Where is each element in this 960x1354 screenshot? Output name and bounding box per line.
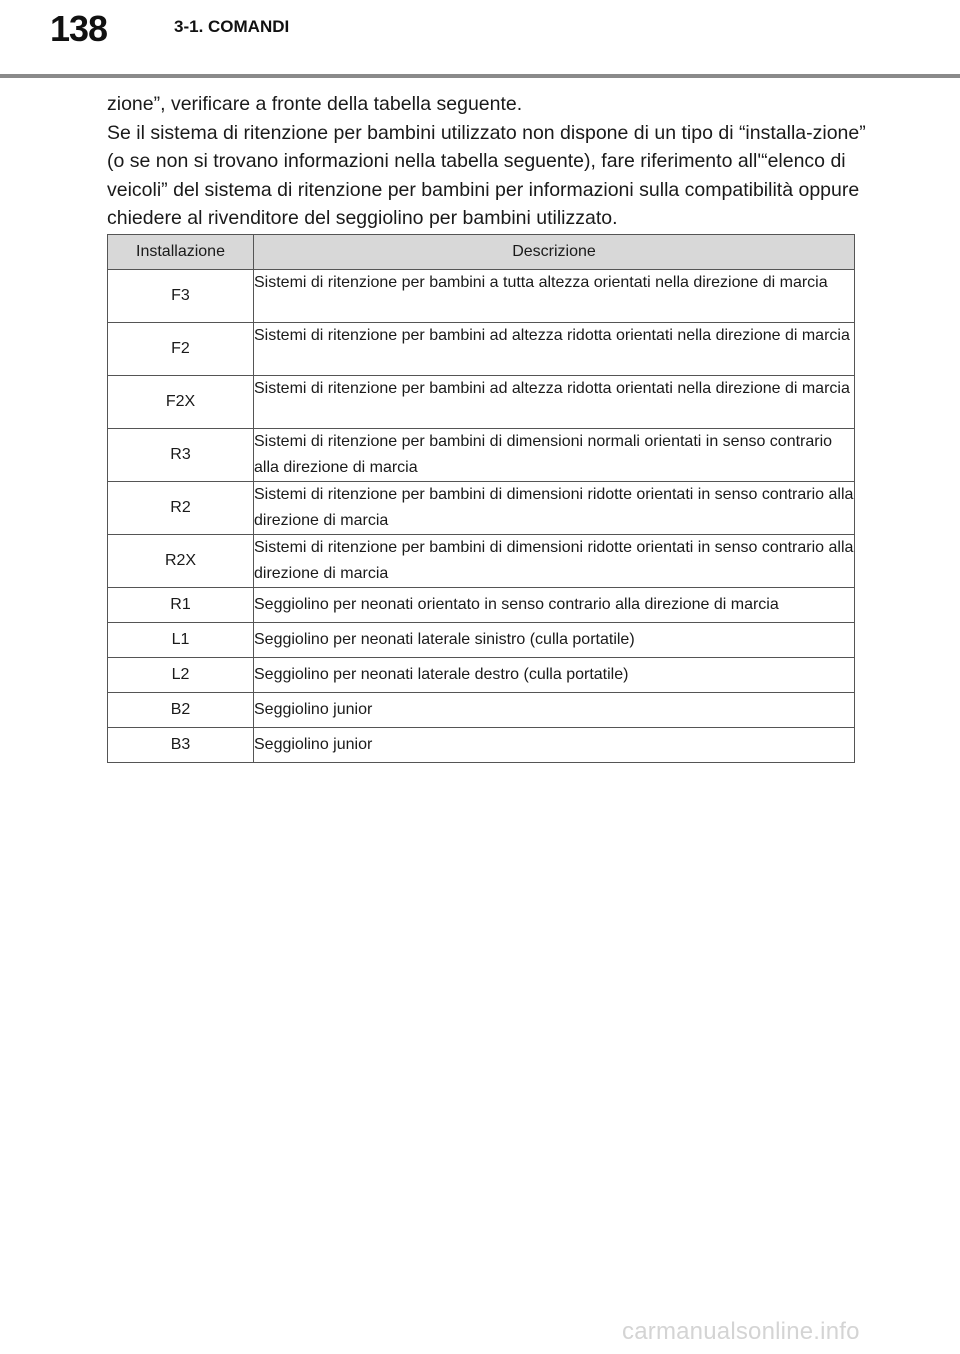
header-descrizione: Descrizione	[254, 235, 855, 270]
installation-description: Seggiolino junior	[254, 693, 855, 728]
table-row	[108, 482, 855, 535]
table-row	[108, 623, 855, 658]
installation-code: F2	[108, 323, 254, 376]
installation-code: R2	[108, 482, 254, 535]
installation-table	[107, 234, 855, 763]
installation-code: R2X	[108, 535, 254, 588]
installation-code: R3	[108, 429, 254, 482]
installation-code: B3	[108, 728, 254, 763]
installation-code: F2X	[108, 376, 254, 429]
installation-description: Sistemi di ritenzione per bambini ad altezza ridotta orientati nella direzione di marcia	[254, 323, 855, 376]
installation-description: Sistemi di ritenzione per bambini di dimensioni ridotte orientati in senso contrario alla direzione di marcia	[254, 482, 855, 535]
header-installazione: Installazione	[108, 235, 254, 270]
header-rule	[0, 74, 960, 78]
installation-description: Seggiolino junior	[254, 728, 855, 763]
installation-code: R1	[108, 588, 254, 623]
installation-description: Sistemi di ritenzione per bambini ad altezza ridotta orientati nella direzione di marcia	[254, 376, 855, 429]
installation-code: L2	[108, 658, 254, 693]
installation-description: Sistemi di ritenzione per bambini di dimensioni ridotte orientati in senso contrario alla direzione di marcia	[254, 535, 855, 588]
intro-paragraph: Se il sistema di ritenzione per bambini utilizzato non dispone di un tipo di “installa-zione” (o se non si trovano informazioni nella tabella seguente), fare riferimento all'“elenco di veicoli” del sistema di ritenzione per bambini per informazioni sulla compatibilità oppure chiedere al rivenditore del seggiolino per bambini utilizzato.	[107, 121, 866, 230]
table-row	[108, 658, 855, 693]
table-row	[108, 693, 855, 728]
installation-description: Sistemi di ritenzione per bambini a tutta altezza orientati nella direzione di marcia	[254, 270, 855, 323]
table-row	[108, 270, 855, 323]
table-header-row	[108, 235, 855, 270]
installation-code: B2	[108, 693, 254, 728]
page-number: 138	[50, 8, 108, 49]
watermark: carmanualsonline.info	[622, 1318, 860, 1345]
page-header	[0, 0, 960, 80]
table-row	[108, 728, 855, 763]
installation-description: Seggiolino per neonati laterale sinistro (culla portatile)	[254, 623, 855, 658]
installation-description: Sistemi di ritenzione per bambini di dimensioni normali orientati in senso contrario alla direzione di marcia	[254, 429, 855, 482]
table-row	[108, 429, 855, 482]
installation-description: Seggiolino per neonati laterale destro (culla portatile)	[254, 658, 855, 693]
installation-description: Seggiolino per neonati orientato in senso contrario alla direzione di marcia	[254, 588, 855, 623]
table-row	[108, 535, 855, 588]
intro-line: zione”, verificare a fronte della tabella seguente.	[107, 93, 523, 115]
intro-text	[107, 90, 867, 233]
section-title: 3-1. COMANDI	[174, 17, 290, 36]
table-row	[108, 323, 855, 376]
table-row	[108, 588, 855, 623]
installation-code: L1	[108, 623, 254, 658]
table-row	[108, 376, 855, 429]
installation-code: F3	[108, 270, 254, 323]
